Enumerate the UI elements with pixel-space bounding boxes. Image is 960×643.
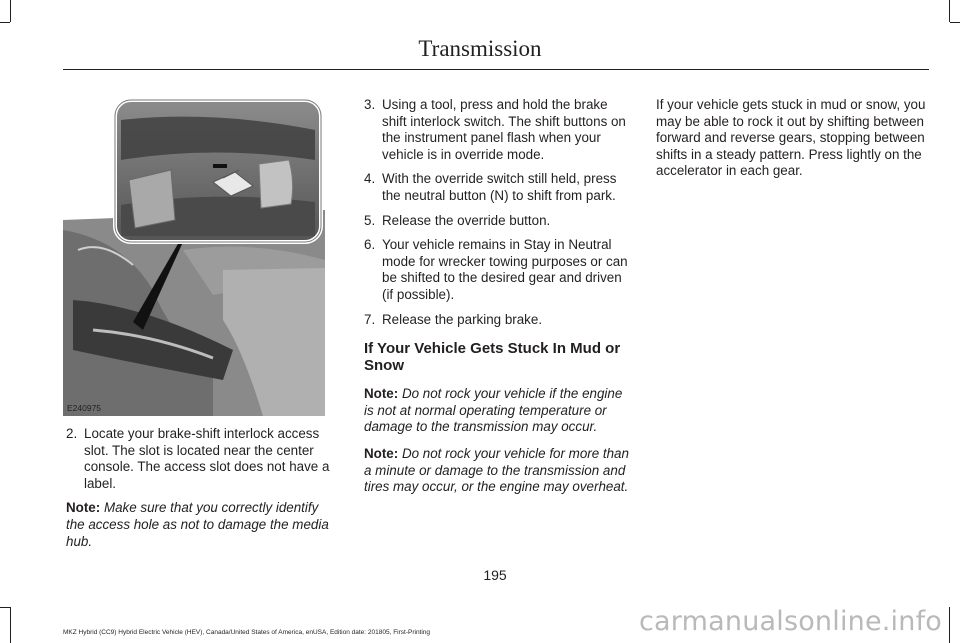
- body-paragraph: If your vehicle gets stuck in mud or snow, you may be able to rock it out by shifting between forward and reverse gears, stopping between shifts in a steady pattern. Press lightly on the accelerator in each gear.: [656, 97, 926, 179]
- step-number: 7.: [364, 311, 376, 327]
- note-paragraph-1: [364, 386, 632, 436]
- page-number: 195: [483, 567, 507, 583]
- step-7: [364, 312, 632, 329]
- illustration-svg: [63, 90, 325, 416]
- step-text: With the override switch still held, press the neutral button (N) to shift from park.: [382, 171, 617, 203]
- step-4: [364, 171, 632, 204]
- header-rule: [63, 69, 929, 70]
- column-2: [364, 97, 632, 506]
- note-paragraph: [66, 500, 338, 550]
- page-title: Transmission: [418, 36, 542, 61]
- step-text: Release the parking brake.: [382, 311, 543, 327]
- crop-mark-top-left-v: [10, 0, 11, 22]
- step-6: [364, 237, 632, 303]
- step-text: Locate your brake-shift interlock access slot. The slot is located near the center console. The access slot does not have a label.: [84, 426, 330, 491]
- step-number: 5.: [364, 212, 376, 228]
- note-label: Note:: [364, 445, 399, 461]
- crop-mark-bottom-left-v: [10, 607, 11, 643]
- step-text: Using a tool, press and hold the brake shift interlock switch. The shift buttons on the instrument panel flash when your vehicle is in override mode.: [382, 97, 626, 162]
- step-number: 4.: [364, 171, 376, 187]
- column-3: [656, 97, 928, 190]
- crop-mark-top-left-h: [0, 22, 10, 23]
- step-2: [66, 426, 338, 492]
- crop-mark-bottom-left-h: [0, 607, 10, 608]
- crop-mark-bottom-right-v: [949, 607, 950, 643]
- note-text: Do not rock your vehicle for more than a minute or damage to the transmission and tires may occur, or the engine may overheat.: [364, 445, 629, 495]
- step-3: [364, 97, 632, 163]
- step-number: 2.: [66, 426, 78, 441]
- crop-mark-top-right-v: [949, 0, 950, 22]
- step-number: 3.: [364, 97, 376, 112]
- section-heading: If Your Vehicle Gets Stuck In Mud or Snow: [364, 340, 621, 375]
- brake-shift-interlock-illustration: [63, 90, 325, 416]
- step-text: Release the override button.: [382, 212, 551, 228]
- note-paragraph-2: [364, 446, 632, 496]
- figure-code: E240975: [67, 403, 102, 413]
- step-number: 6.: [364, 237, 376, 253]
- step-text: Your vehicle remains in Stay in Neutral mode for wrecker towing purposes or can be shifted to the desired gear and driven (if possible).: [382, 237, 628, 302]
- step-5: [364, 213, 632, 230]
- crop-mark-top-right-h: [950, 22, 960, 23]
- column-1: [66, 426, 338, 560]
- note-label: Note:: [364, 386, 399, 402]
- watermark: carmanualsonline.info: [639, 606, 942, 637]
- note-text: Make sure that you correctly identify the access hole as not to damage the media hub.: [66, 500, 329, 549]
- note-label: Note:: [66, 500, 101, 516]
- note-text: Do not rock your vehicle if the engine is not at normal operating temperature or damage to the transmission may occur.: [364, 386, 623, 435]
- footer-text: MKZ Hybrid (CC9) Hybrid Electric Vehicle (HEV), Canada/United States of America, enUSA, Edition date: 201805, First-Printing: [63, 629, 431, 636]
